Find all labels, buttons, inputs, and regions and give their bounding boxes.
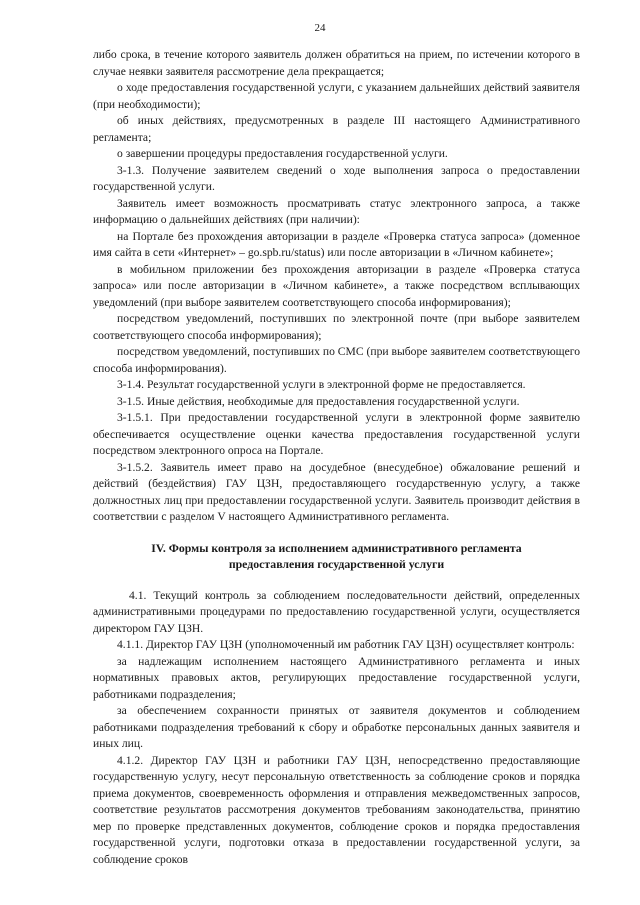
paragraph: 3-1.5.2. Заявитель имеет право на досудебное (внесудебное) обжалование решений и действий (бездействия) ГАУ ЦЗН, предоставляющего государственную услугу, а также должностных лиц при предоставлении государственной услуги. Заявитель производит действия в соответствии с разделом V настоящего Административного регламента.	[93, 460, 580, 523]
paragraph: посредством уведомлений, поступивших по СМС (при выборе заявителем соответствующего способа информирования).	[93, 345, 580, 375]
paragraph: 4.1.1. Директор ГАУ ЦЗН (уполномоченный им работник ГАУ ЦЗН) осуществляет контроль:	[117, 638, 575, 651]
paragraph: 3-1.4. Результат государственной услуги в электронной форме не предоставляется.	[117, 378, 526, 391]
paragraph: на Портале без прохождения авторизации в разделе «Проверка статуса запроса» (доменное имя сайта в сети «Интернет» – go.spb.ru/status) или после авторизации в «Личном кабинете»;	[93, 229, 580, 259]
paragraph: в мобильном приложении без прохождения авторизации в разделе «Проверка статуса запроса» или после авторизации в «Личном кабинете», а также посредством всплывающих уведомлений (при выборе заявителем соответствующего способа информирования);	[93, 262, 580, 309]
paragraph: посредством уведомлений, поступивших по электронной почте (при выборе заявителем соответствующего способа информирования);	[93, 312, 580, 342]
document-body	[93, 47, 580, 868]
section-iv-heading	[93, 540, 580, 572]
section-iv-heading-line1: IV. Формы контроля за исполнением административного регламента	[151, 540, 522, 555]
page-number: 24	[314, 22, 326, 34]
paragraph: за обеспечением сохранности принятых от заявителя документов и соблюдением работниками подразделения требований к сбору и обработке персональных данных заявителя и иных лиц.	[93, 704, 580, 750]
paragraph: либо срока, в течение которого заявитель должен обратиться на прием, по истечении которого в случае неявки заявителя рассмотрение дела прекращается;	[93, 48, 580, 78]
section-iii-continuation	[93, 47, 580, 526]
paragraph: 4.1. Текущий контроль за соблюдением последовательности действий, определенных административными процедурами по предоставлению государственной услуги, осуществляется директором ГАУ ЦЗН.	[93, 588, 580, 635]
paragraph: за надлежащим исполнением настоящего Административного регламента и иных нормативных правовых актов, регулирующих предоставление государственной услуги, работниками подразделения;	[93, 654, 580, 701]
paragraph: об иных действиях, предусмотренных в разделе III настоящего Административного регламента;	[93, 114, 580, 144]
paragraph: о ходе предоставления государственной услуги, с указанием дальнейших действий заявителя (при необходимости);	[93, 81, 580, 111]
paragraph: о завершении процедуры предоставления государственной услуги.	[117, 147, 448, 160]
paragraph: 4.1.2. Директор ГАУ ЦЗН и работники ГАУ ЦЗН, непосредственно предоставляющие государственную услугу, несут персональную ответственность за соблюдение сроков и порядка приема документов, своевременность оформления и отправления межведомственных запросов, соответствие результатов рассмотрения документов требованиям законодательства, принятию мер по проверке представленных документов, соблюдение сроков и порядка предоставления государственной услуги, подготовки отказа в предоставлении государственной услуги, за соблюдение сроков	[93, 753, 580, 866]
paragraph: 3-1.5. Иные действия, необходимые для предоставления государственной услуги.	[117, 394, 520, 408]
paragraph: 3-1.5.1. При предоставлении государственной услуги в электронной форме заявителю обеспечивается осуществление оценки качества предоставления государственной услуги посредством электронного опроса на Портале.	[93, 411, 580, 457]
paragraph: Заявитель имеет возможность просматривать статус электронного запроса, а также информацию о дальнейших действиях (при наличии):	[93, 196, 580, 226]
paragraph: 3-1.3. Получение заявителем сведений о ходе выполнения запроса о предоставлении государственной услуги.	[93, 163, 580, 193]
section-iv-body	[93, 588, 580, 869]
section-iv-heading-line2: предоставления государственной услуги	[228, 556, 445, 571]
